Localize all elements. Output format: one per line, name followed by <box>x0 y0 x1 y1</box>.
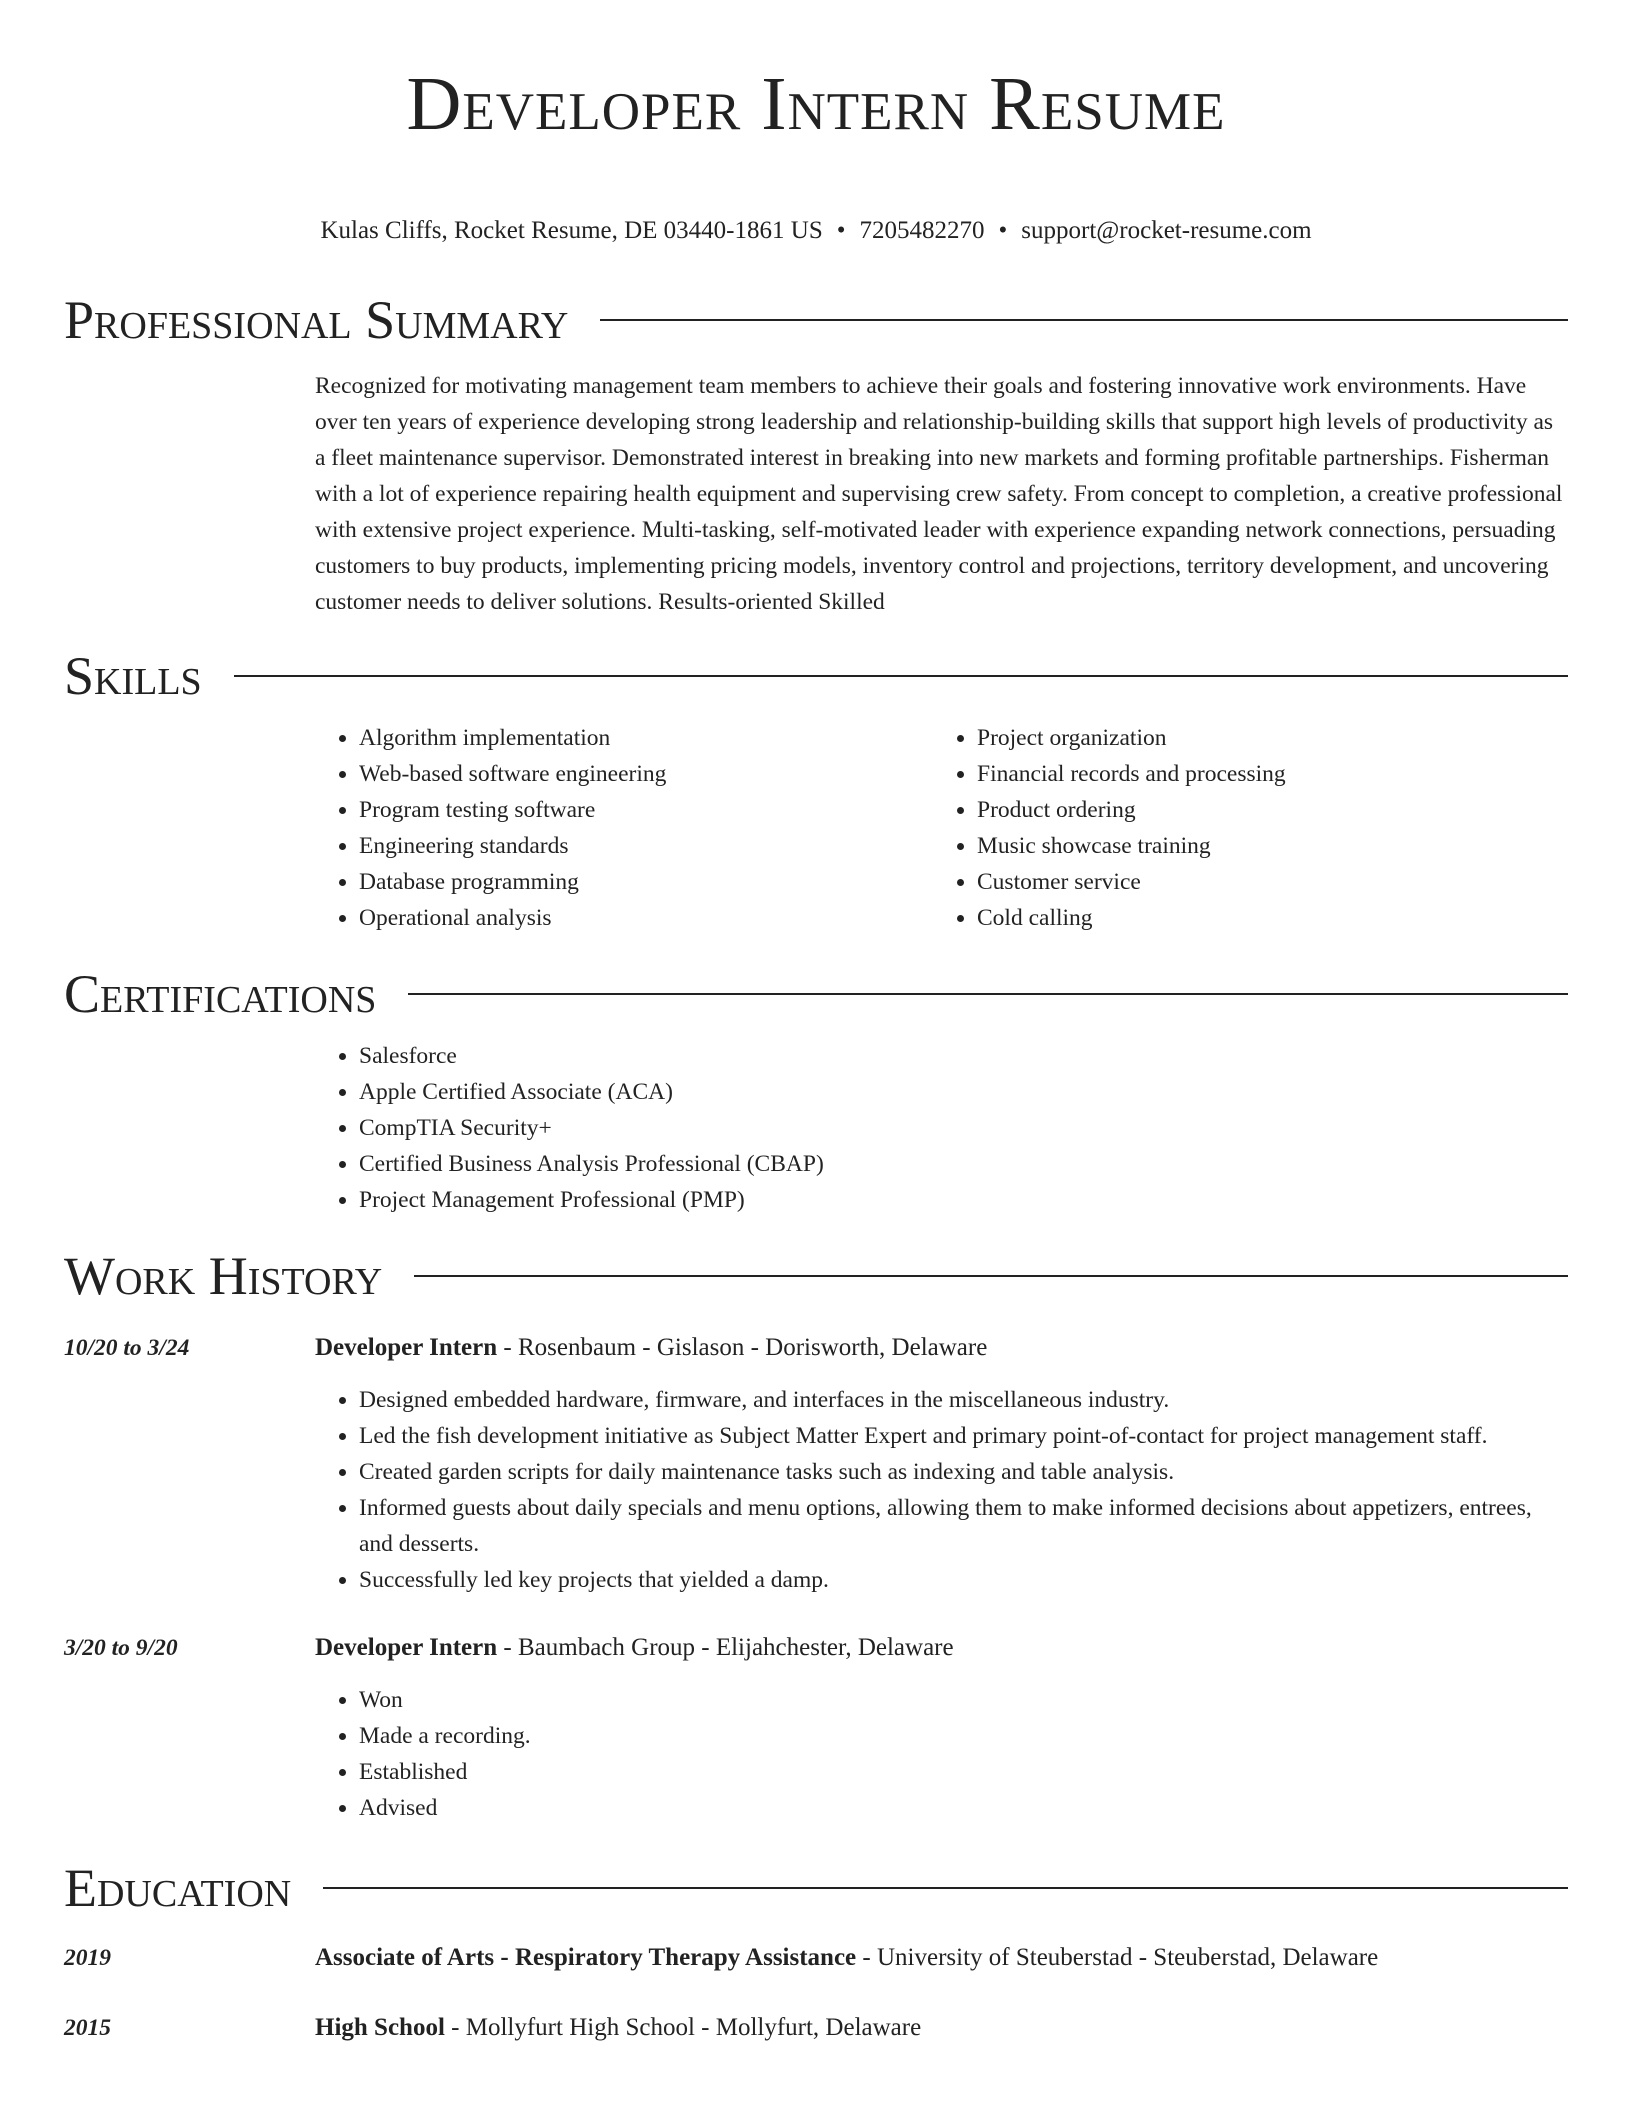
resume-page <box>64 0 1568 2046</box>
skills-list <box>315 720 1568 936</box>
summary-heading-rule <box>600 319 1568 321</box>
education-heading-rule <box>323 1887 1568 1889</box>
skill-item: • Customer service <box>977 864 1551 900</box>
contact-separator: • <box>998 217 1008 244</box>
skill-item: • Algorithm implementation <box>359 720 933 756</box>
skill-item: • Financial records and processing <box>977 756 1551 792</box>
job-bullet: • Designed embedded hardware, firmware, and interfaces in the miscellaneous industry. <box>359 1382 1568 1418</box>
education-school: - Mollyfurt High School - Mollyfurt, Delaware <box>444 2014 922 2041</box>
education-year: 2019 <box>64 1945 111 1971</box>
skill-item: • Web-based software engineering <box>359 756 933 792</box>
education-entry <box>64 1940 1568 1976</box>
skill-item: • Project organization <box>977 720 1551 756</box>
contact-email: support@rocket-resume.com <box>1021 217 1312 244</box>
certification-item: • Certified Business Analysis Professional (CBAP) <box>359 1146 1568 1182</box>
job-entry <box>64 1630 1568 1826</box>
summary-text: Recognized for motivating management team members to achieve their goals and fostering innovative work environments. Have over ten years of experience developing strong leadership and relationship-building skills that support high levels of productivity as a fleet maintenance supervisor. Demonstrated interest in breaking into new markets and forming profitable partnerships. Fisherman with a lot of experience repairing health equipment and supervising crew safety. From concept to completion, a creative professional with extensive project experience. Multi-tasking, self-motivated leader with experience expanding network connections, persuading customers to buy products, implementing pricing models, inventory control and projections, territory development, and uncovering customer needs to deliver solutions. Results-oriented Skilled <box>315 373 1563 615</box>
contact-address: Kulas Cliffs, Rocket Resume, DE 03440-1861 US <box>320 217 823 244</box>
certifications-heading <box>64 964 1568 1024</box>
skill-item: • Engineering standards <box>359 828 933 864</box>
summary-heading-text: Professional Summary <box>64 290 569 350</box>
education-year: 2015 <box>64 2015 111 2041</box>
certification-item: • Apple Certified Associate (ACA) <box>359 1074 1568 1110</box>
certifications-heading-text: Certifications <box>64 964 377 1024</box>
job-bullet: • Successfully led key projects that yielded a damp. <box>359 1562 1568 1598</box>
job-role-line <box>315 1630 1568 1666</box>
job-bullet: • Led the fish development initiative as Subject Matter Expert and primary point-of-contact for project management staff. <box>359 1418 1568 1454</box>
skill-item: • Operational analysis <box>359 900 933 936</box>
contact-phone: 7205482270 <box>859 217 985 244</box>
skill-item: • Product ordering <box>977 792 1551 828</box>
job-entry <box>64 1330 1568 1598</box>
certification-item: • Project Management Professional (PMP) <box>359 1182 1568 1218</box>
job-title: Developer Intern <box>315 1634 498 1661</box>
education-body <box>315 2010 921 2046</box>
skill-item: • Cold calling <box>977 900 1551 936</box>
education-school: - University of Steuberstad - Steuberstad, Delaware <box>856 1944 1379 1971</box>
skills-column-right <box>933 720 1551 936</box>
certifications-bullets <box>315 1038 1568 1218</box>
skill-item: • Music showcase training <box>977 828 1551 864</box>
job-body <box>315 1330 1568 1598</box>
summary-heading <box>64 290 1568 350</box>
work-history-heading <box>64 1246 1568 1306</box>
skills-column-left <box>315 720 933 936</box>
job-bullet: • Won <box>359 1682 1568 1718</box>
job-dates: 3/20 to 9/20 <box>64 1635 178 1661</box>
job-bullet: • Established <box>359 1754 1568 1790</box>
job-title: Developer Intern <box>315 1334 498 1361</box>
certifications-heading-rule <box>408 993 1568 995</box>
job-bullet: • Advised <box>359 1790 1568 1826</box>
certification-item: • Salesforce <box>359 1038 1568 1074</box>
job-employer: - Rosenbaum - Gislason - Dorisworth, Delaware <box>497 1334 988 1361</box>
work-history-heading-text: Work History <box>64 1246 383 1306</box>
job-employer: - Baumbach Group - Elijahchester, Delaware <box>497 1634 954 1661</box>
certifications-list <box>315 1038 1568 1218</box>
education-entry <box>64 2010 1568 2046</box>
skill-item: • Database programming <box>359 864 933 900</box>
job-bullet: • Made a recording. <box>359 1718 1568 1754</box>
education-body <box>315 1940 1378 1976</box>
job-bullet: • Informed guests about daily specials and menu options, allowing them to make informed decisions about appetizers, entrees, and desserts. <box>359 1490 1568 1562</box>
job-bullet: • Created garden scripts for daily maintenance tasks such as indexing and table analysis. <box>359 1454 1568 1490</box>
job-role-line <box>315 1330 1568 1366</box>
education-degree: High School <box>315 2014 445 2041</box>
job-bullets <box>315 1382 1568 1598</box>
certification-item: • CompTIA Security+ <box>359 1110 1568 1146</box>
education-heading <box>64 1858 1568 1918</box>
work-history-heading-rule <box>414 1275 1568 1277</box>
job-dates: 10/20 to 3/24 <box>64 1335 190 1361</box>
education-heading-text: Education <box>64 1858 292 1918</box>
job-bullets <box>315 1682 1568 1826</box>
resume-title: Developer Intern Resume <box>406 62 1226 146</box>
skill-item: • Program testing software <box>359 792 933 828</box>
job-body <box>315 1630 1568 1826</box>
education-degree: Associate of Arts - Respiratory Therapy Assistance <box>315 1944 857 1971</box>
contact-separator: • <box>836 217 846 244</box>
skills-heading-text: Skills <box>64 646 202 706</box>
contact-line <box>64 214 1568 248</box>
skills-heading <box>64 646 1568 706</box>
skills-heading-rule <box>234 675 1568 677</box>
